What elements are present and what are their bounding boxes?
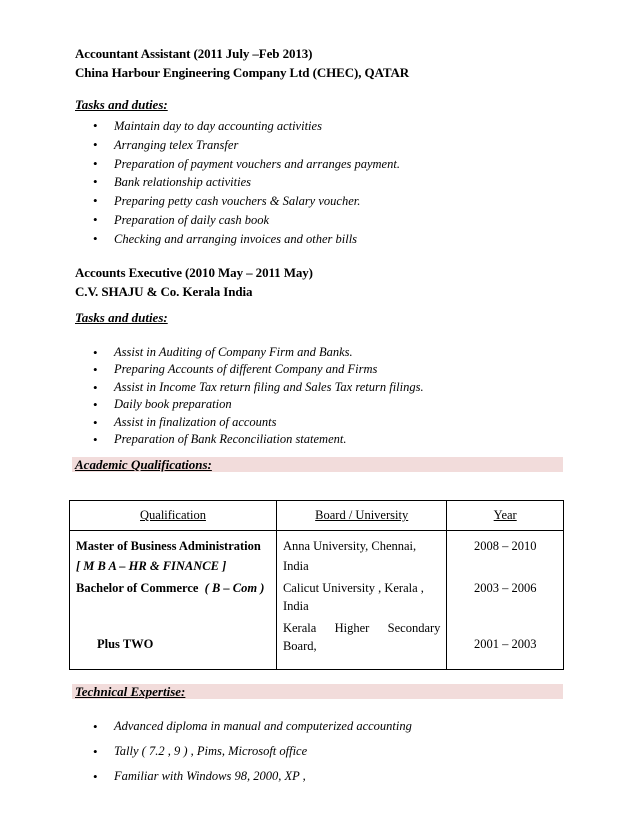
bullet-icon: •	[93, 345, 98, 360]
list-item: • Assist in Income Tax return filing and Sales Tax return filings.	[93, 379, 424, 395]
qualification-name: Master of Business Administration	[76, 539, 261, 553]
tasks-heading: Tasks and duties:	[75, 310, 168, 325]
list-item: • Familiar with Windows 98, 2000, XP ,	[0, 764, 412, 789]
bullet-icon: •	[93, 155, 98, 171]
list-item: • Preparation of daily cash book	[0, 211, 400, 230]
table-row	[70, 576, 564, 619]
qualification-name: Plus TWO	[97, 636, 154, 651]
bullet-icon: •	[93, 193, 98, 209]
job-header-2	[75, 263, 313, 301]
bullet-icon: •	[93, 769, 98, 784]
list-item: • Arranging telex Transfer	[0, 136, 400, 155]
list-item: • Tally ( 7.2 , 9 ) , Pims, Microsoft office	[0, 739, 412, 764]
list-item: • Preparation of payment vouchers and arranges payment.	[0, 155, 400, 174]
list-item: • Daily book preparation	[93, 397, 232, 413]
list-item: • Preparation of Bank Reconciliation statement.	[93, 432, 347, 448]
qualification-name: Bachelor of Commerce	[76, 581, 199, 595]
qualification-abbr: ( B – Com )	[204, 581, 265, 595]
list-item: • Preparing Accounts of different Company and Firms	[93, 362, 378, 378]
year-range: 2001 – 2003	[473, 636, 537, 651]
bullet-icon: •	[93, 211, 98, 227]
academic-heading: Academic Qualifications:	[72, 457, 563, 472]
list-item: • Advanced diploma in manual and computerized accounting	[0, 714, 412, 739]
qualifications-table	[69, 500, 564, 670]
table-header-row	[70, 501, 564, 531]
list-item: • Bank relationship activities	[0, 173, 400, 192]
bullet-icon: •	[93, 362, 98, 378]
job-title: Accountant Assistant (2011 July –Feb 2013)	[75, 46, 313, 61]
job-header-1	[75, 44, 409, 82]
column-header: Year	[493, 508, 517, 522]
bullet-icon: •	[93, 230, 98, 246]
list-item: • Checking and arranging invoices and other bills	[0, 230, 400, 249]
board-name: Calicut University , Kerala , India	[282, 581, 424, 613]
board-name: Anna University, Chennai, India	[282, 539, 417, 573]
bullet-icon: •	[93, 174, 98, 190]
task-list-1	[0, 117, 400, 249]
job-company: C.V. SHAJU & Co. Kerala India	[75, 284, 253, 299]
task-list-2	[0, 344, 424, 448]
table-row	[70, 619, 564, 670]
table-row	[70, 531, 564, 577]
bullet-icon: •	[93, 414, 98, 430]
bullet-icon: •	[93, 744, 98, 759]
bullet-icon: •	[93, 397, 98, 413]
column-header: Board / University	[315, 508, 409, 522]
qualification-specialization: [ M B A – HR & FINANCE ]	[76, 559, 227, 573]
tasks-heading: Tasks and duties:	[75, 97, 168, 112]
bullet-icon: •	[93, 118, 98, 133]
list-item: • Maintain day to day accounting activities	[0, 117, 400, 136]
column-header: Qualification	[140, 508, 206, 522]
technical-heading: Technical Expertise:	[72, 684, 563, 699]
list-item: • Assist in finalization of accounts	[93, 414, 277, 430]
bullet-icon: •	[93, 719, 98, 734]
technical-list	[0, 714, 412, 789]
job-company: China Harbour Engineering Company Ltd (CHEC), QATAR	[75, 65, 410, 80]
bullet-icon: •	[93, 432, 98, 448]
bullet-icon: •	[93, 379, 98, 395]
year-range: 2008 – 2010	[473, 539, 537, 553]
year-range: 2003 – 2006	[473, 581, 537, 595]
bullet-icon: •	[93, 136, 98, 152]
board-name: Kerala Higher Secondary Board,	[282, 621, 441, 653]
list-item: • Assist in Auditing of Company Firm and Banks.	[93, 345, 353, 360]
list-item: • Preparing petty cash vouchers & Salary voucher.	[0, 192, 400, 211]
job-title: Accounts Executive (2010 May – 2011 May)	[75, 265, 313, 280]
